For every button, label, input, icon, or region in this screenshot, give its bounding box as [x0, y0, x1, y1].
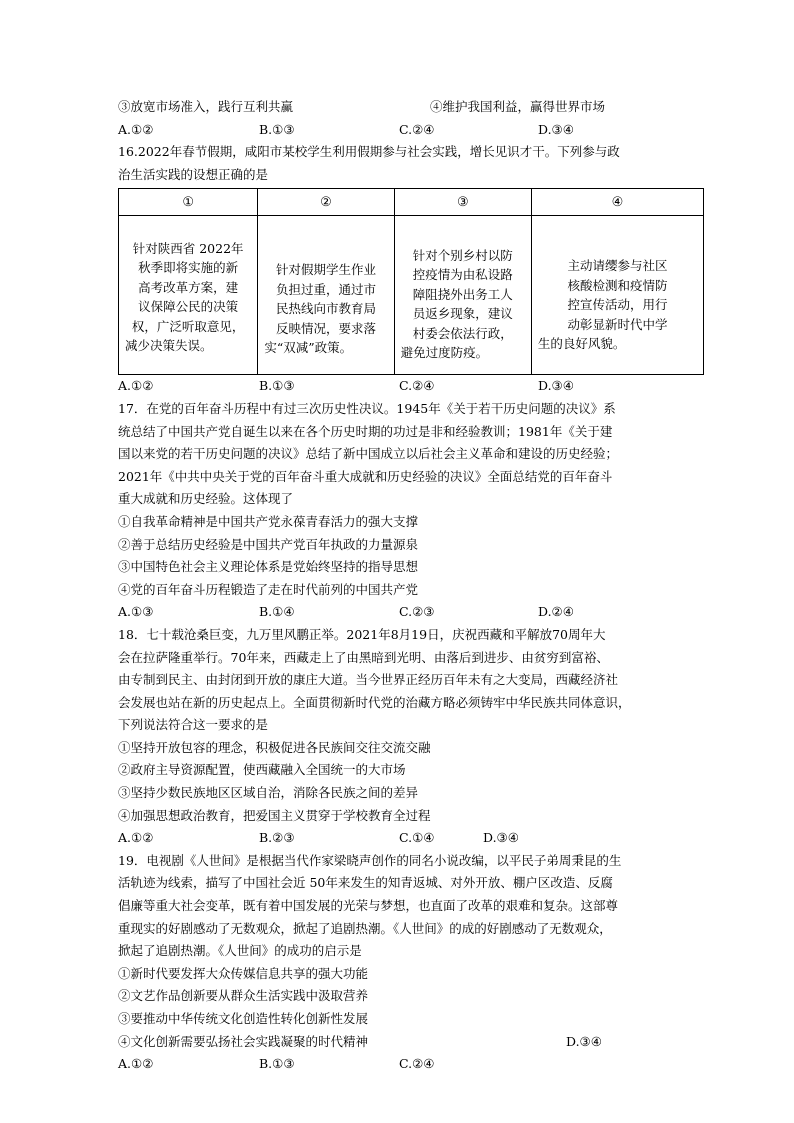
cell-line: 避免过度防疫。 — [400, 345, 489, 361]
cell-line: 控宣传活动，用行 — [567, 297, 668, 313]
cell-line: 议保障公民的决策 — [138, 299, 239, 315]
q16-cell-3-text — [395, 228, 531, 363]
q17-choice-b: B.①④ — [259, 604, 295, 620]
q19-option: ①新时代要发挥大众传媒信息共享的强大功能 — [118, 965, 369, 981]
q19-stem-line: 活轨迹为线索，描写了中国社会近 50年来发生的知青返城、对外开放、棚户区改造、反腐 — [118, 875, 613, 891]
cell-line: 秋季即将实施的新 — [138, 260, 239, 276]
cell-line: 主动请缨参与社区 — [567, 258, 668, 274]
q18-option: ②政府主导资源配置，使西藏融入全国统一的大市场 — [118, 762, 406, 778]
cell-line: 动彰显新时代中学 — [567, 316, 668, 332]
q19-option-4-row — [118, 1031, 702, 1054]
cell-line: 生的良好风貌。 — [537, 336, 626, 352]
q17-stem-line: 统总结了中国共产党自诞生以来在各个历史时期的功过是非和经验教训；1981年《关于建 — [118, 423, 613, 439]
q19-option: ③要推动中华传统文化创造性转化创新性发展 — [118, 1011, 369, 1026]
q18-choices — [118, 827, 702, 850]
q18-option: ④加强思想政治教育，把爱国主义贯穿于学校教育全过程 — [118, 807, 431, 823]
q19-option: ④文化创新需要弘扬社会实践凝聚的时代精神 — [118, 1033, 369, 1049]
q15-option-3: ③放宽市场准入，践行互利共赢 — [118, 99, 294, 114]
q15-choice-c: C.②④ — [399, 121, 435, 137]
q19-option: ②文艺作品创新要从群众生活实践中汲取营养 — [118, 988, 369, 1004]
q18-stem-line: 会发展也站在新的历史起点上。全面贯彻新时代党的治藏方略必须铸牢中华民族共同体意识， — [118, 694, 631, 710]
q16-cell-2 — [258, 216, 394, 375]
q18-choice-c: C.①④ — [399, 830, 435, 846]
q19-choice-b: B.①③ — [259, 1056, 295, 1072]
q16-cell-1 — [119, 216, 258, 375]
q19-stem-line: 倡廉等重大社会变革，既有着中国发展的光荣与梦想，也直面了改革的艰难和复杂。这部尊 — [118, 898, 619, 914]
cell-line: 核酸检测和疫情防 — [567, 277, 668, 293]
q17-choice-c: C.②③ — [399, 604, 435, 620]
q16-choice-b: B.①③ — [259, 378, 295, 394]
q18-option: ①坚持开放包容的理念，积极促进各民族间交往交流交融 — [118, 739, 431, 755]
q16-choice-a: A.①② — [118, 378, 154, 394]
cell-line: 控疫情为由私设路 — [412, 267, 513, 283]
q16-table — [118, 188, 704, 375]
q16-cell-1-text — [119, 235, 257, 356]
q16-choice-c: C.②④ — [399, 378, 435, 394]
q15-option-4: ④维护我国利益，赢得世界市场 — [430, 99, 606, 114]
q18-choice-b: B.②③ — [259, 830, 295, 846]
q17-stem-line: 17．在党的百年奋斗历程中有过三次历史性决议。1945年《关于若干历史问题的决议》系 — [118, 400, 616, 416]
q19-stem-line: 19．电视剧《人世间》是根据当代作家梁晓声创作的同名小说改编，以平民子弟周秉昆的生 — [118, 852, 622, 868]
cell-line: 权，广泛听取意见， — [131, 318, 245, 334]
q19-choices — [118, 1053, 702, 1076]
q17-choices — [118, 601, 702, 624]
cell-line: 针对假期学生作业 — [275, 262, 376, 278]
q19-choice-a: A.①② — [118, 1056, 154, 1072]
q16-choices — [118, 375, 702, 398]
q19-choice-c: C.②④ — [399, 1056, 435, 1072]
cell-line: 针对个别乡村以防 — [412, 247, 513, 263]
q16-header-2: ② — [258, 189, 394, 216]
q16-table-header-row — [119, 189, 704, 216]
q18-choice-d: D.③④ — [483, 830, 519, 846]
q17-option: ①自我革命精神是中国共产党永葆青春活力的强大支撑 — [118, 513, 419, 529]
cell-line: 反映情况，要求落 — [275, 320, 376, 336]
q16-header-3: ③ — [394, 189, 531, 216]
q19-choice-d: D.③④ — [566, 1033, 602, 1049]
cell-line: 实“双减”政策。 — [264, 340, 353, 356]
q18-stem-line: 由专制到民主、由封闭到开放的康庄大道。当今世界正经历百年未有之大变局，西藏经济社 — [118, 672, 619, 688]
q16-cell-4 — [531, 216, 703, 375]
q16-header-1: ① — [119, 189, 258, 216]
q17-choice-d: D.②④ — [538, 604, 574, 620]
q16-choice-d: D.③④ — [538, 378, 574, 394]
q17-stem-line: 国以来党的若干历史问题的决议》总结了新中国成立以后社会主义革命和建设的历史经验； — [118, 446, 619, 462]
q17-stem-line: 重大成就和历史经验。这体现了 — [118, 491, 294, 507]
q16-cell-4-text — [532, 216, 703, 354]
q18-stem-line: 下列说法符合这一要求的是 — [118, 717, 269, 733]
q16-header-4: ④ — [531, 189, 703, 216]
q18-option: ③坚持少数民族地区区域自治，消除各民族之间的差异 — [118, 785, 419, 801]
q18-stem-line: 会在拉萨隆重举行。70年来，西藏走上了由黑暗到光明、由落后到进步、由贫穷到富裕、 — [118, 649, 609, 665]
q17-stem-line: 2021年《中共中央关于党的百年奋斗重大成就和历史经验的决议》全面总结党的百年奋斗 — [118, 468, 613, 484]
q15-choice-b: B.①③ — [259, 121, 295, 137]
cell-line: 高考改革方案，建 — [138, 279, 239, 295]
q17-option: ④党的百年奋斗历程锻造了走在时代前列的中国共产党 — [118, 581, 419, 597]
q15-options-row — [118, 96, 702, 119]
q16-stem-line: 16.2022年春节假期，咸阳市某校学生利用假期参与社会实践，增长见识才干。下列参与政 — [118, 144, 620, 160]
q17-option: ②善于总结历史经验是中国共产党百年执政的力量源泉 — [118, 536, 419, 552]
q16-cell-2-text — [258, 216, 393, 358]
cell-line: 减少决策失误。 — [125, 338, 213, 354]
q18-choice-a: A.①② — [118, 830, 154, 846]
cell-line: 负担过重，通过市 — [275, 281, 376, 297]
q19-stem-line: 重现实的好剧感动了无数观众，掀起了追剧热潮。《人世间》的成的好剧感动了无数观众， — [118, 920, 612, 936]
q19-stem-line: 掀起了追剧热潮。《人世间》的成功的启示是 — [118, 943, 362, 959]
q16-cell-3 — [394, 216, 531, 375]
q17-choice-a: A.①③ — [118, 604, 154, 620]
page-content — [118, 96, 702, 1076]
q15-choice-a: A.①② — [118, 121, 154, 137]
q17-option: ③中国特色社会主义理论体系是党始终坚持的指导思想 — [118, 559, 419, 575]
q18-stem-line: 18．七十载沧桑巨变，九万里风鹏正举。2021年8月19日，庆祝西藏和平解放70周年大 — [118, 626, 606, 642]
q15-choices — [118, 119, 702, 142]
q16-table-body-row — [119, 216, 704, 375]
cell-line: 村委会依法行政， — [412, 325, 513, 341]
cell-line: 障阻挠外出务工人 — [412, 286, 513, 302]
q16-stem-line: 治生活实践的设想正确的是 — [118, 166, 269, 182]
q15-choice-d: D.③④ — [538, 121, 574, 137]
cell-line: 针对陕西省 2022年 — [132, 240, 244, 256]
cell-line: 员返乡现象，建议 — [412, 306, 513, 322]
cell-line: 民热线向市教育局 — [275, 301, 376, 317]
